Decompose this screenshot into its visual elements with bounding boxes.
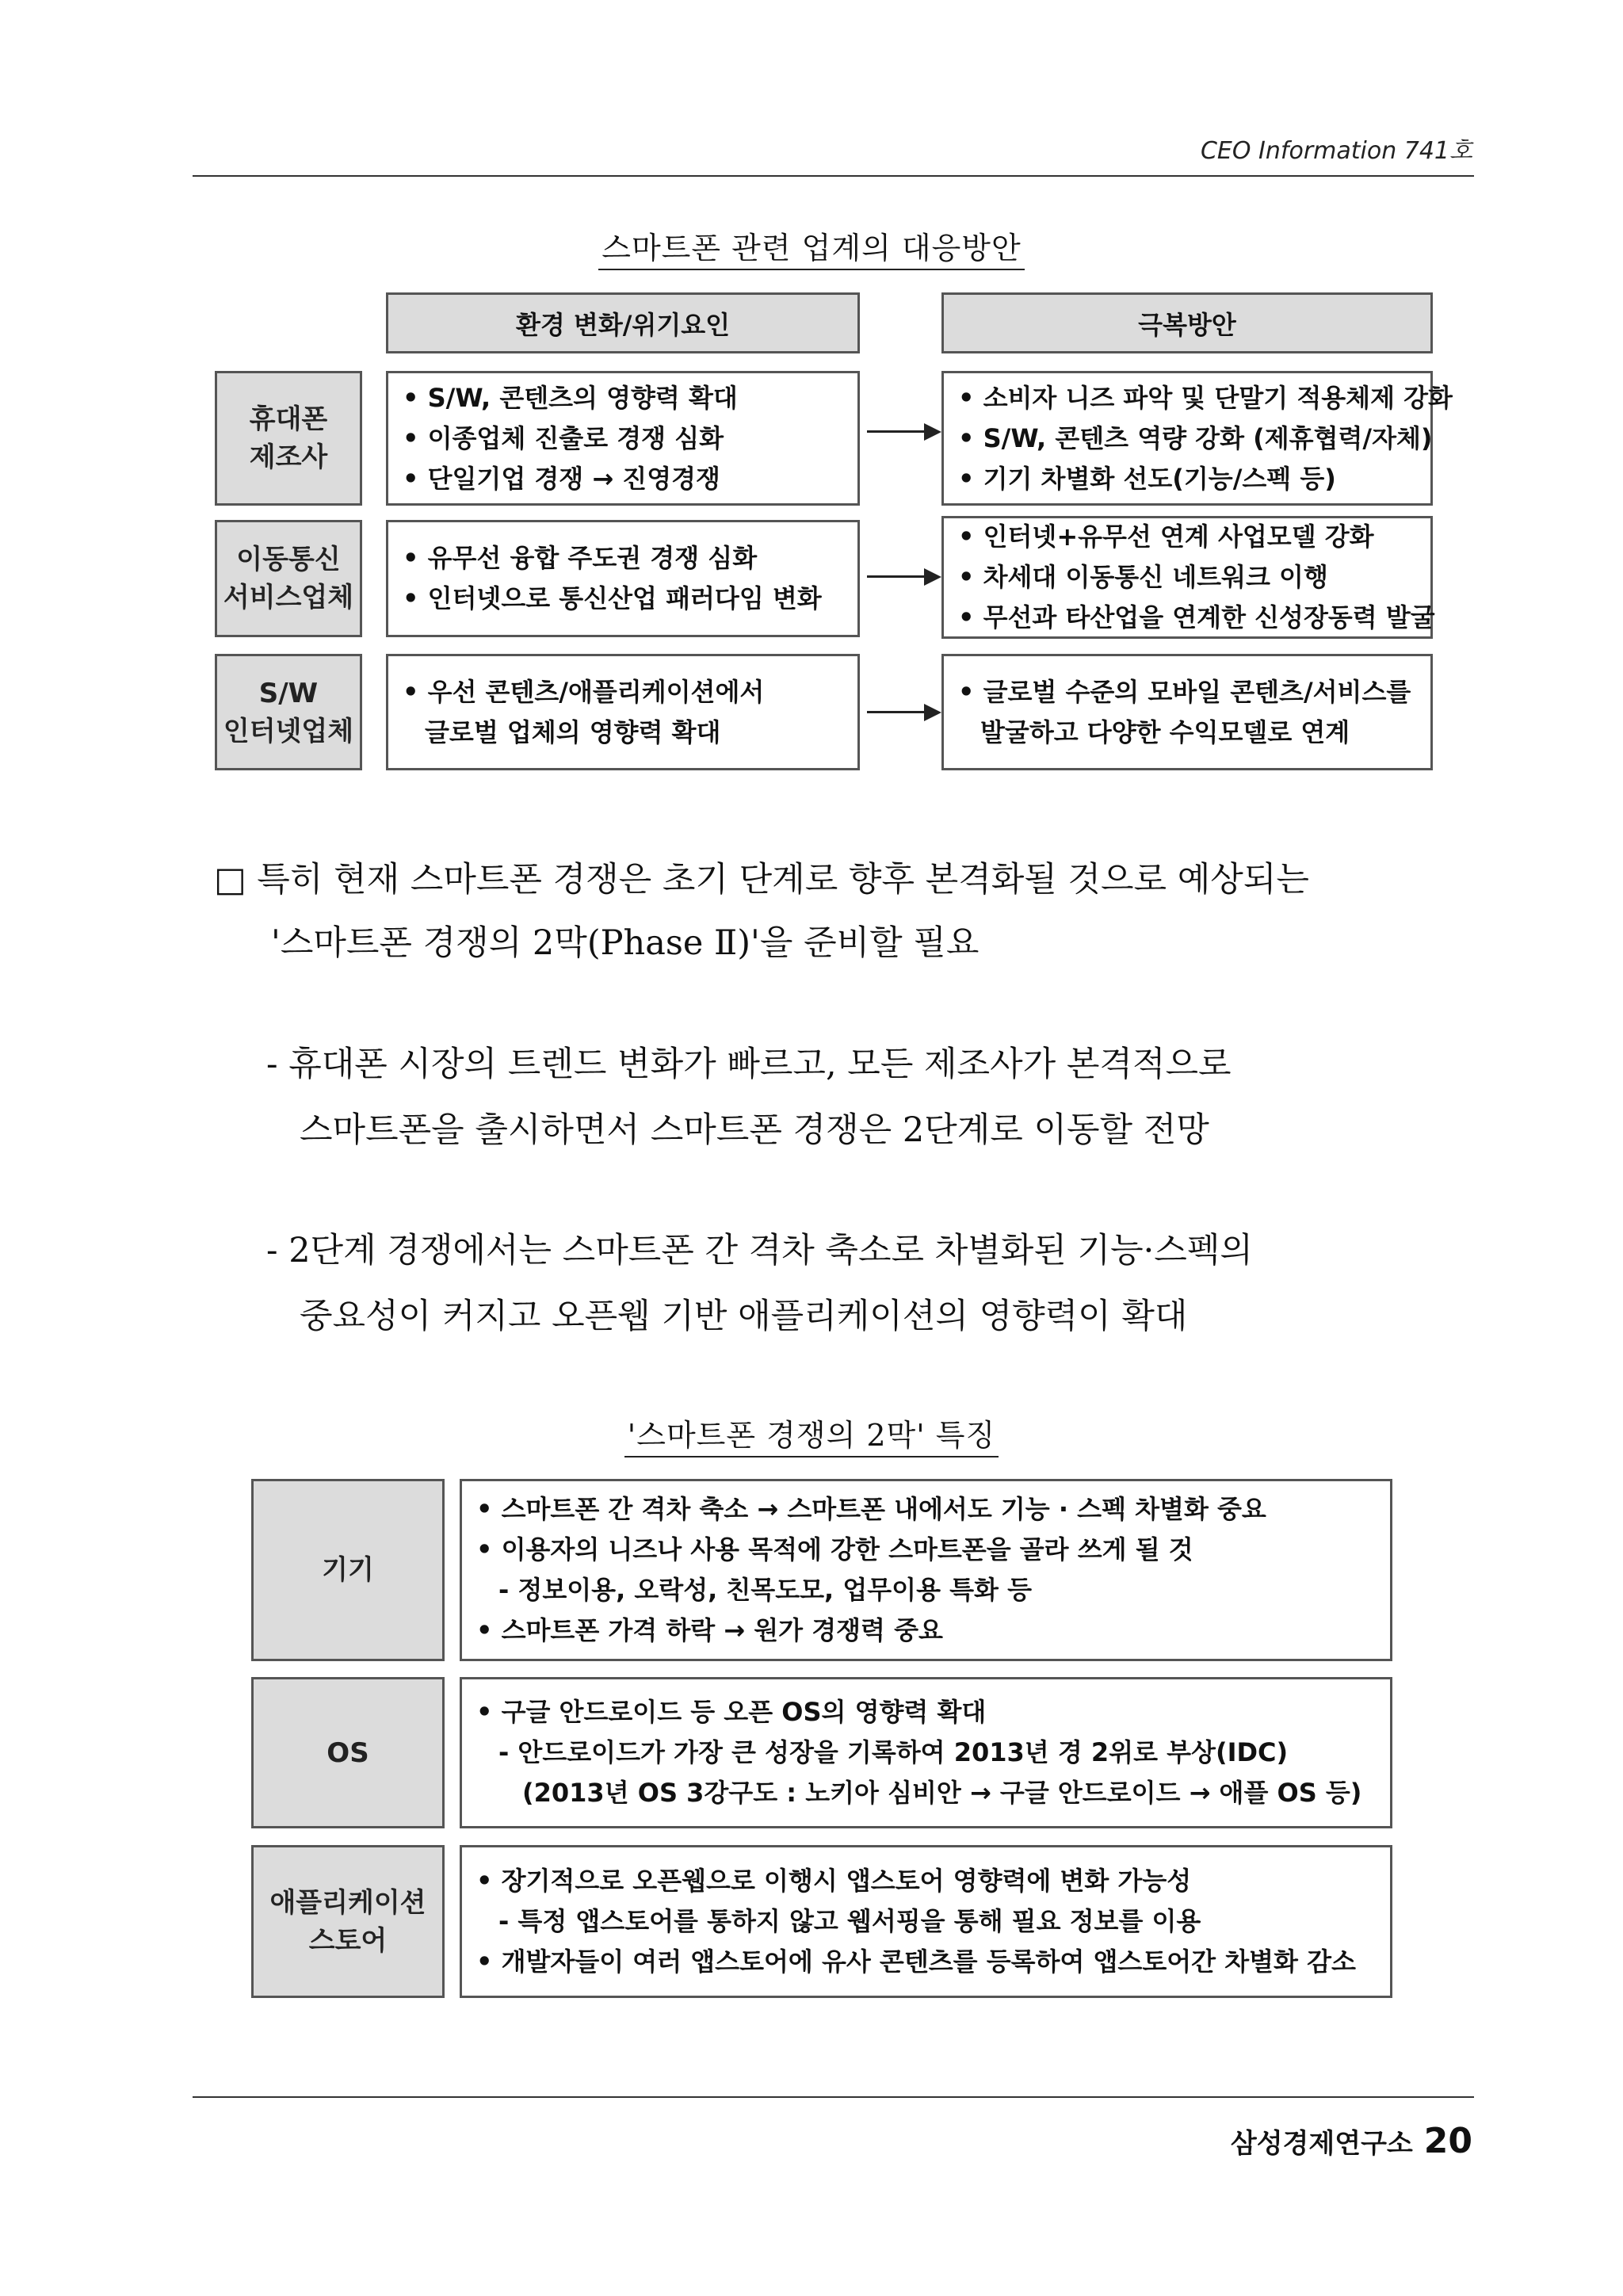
list-item: • 기기 차별화 선도(기능/스펙 등) — [958, 463, 1336, 494]
row-label-os: OS — [251, 1677, 445, 1828]
list-item: • 이용자의 니즈나 사용 목적에 강한 스마트폰을 골라 쓰게 될 것 — [476, 1534, 1193, 1564]
list-item: - 안드로이드가 가장 큰 성장을 기록하여 2013년 경 2위로 부상(IDC) — [498, 1737, 1289, 1767]
arrow-line — [867, 575, 927, 578]
list-item: • 스마트폰 간 격차 축소 → 스마트폰 내에서도 기능 · 스펙 차별화 중요 — [476, 1494, 1266, 1524]
footer-rule — [193, 2096, 1474, 2098]
list-item: (2013년 OS 3강구도 : 노키아 심비안 → 구글 안드로이드 → 애플 OS 등) — [522, 1778, 1362, 1808]
list-item: • 무선과 타산업을 연계한 신성장동력 발굴 — [958, 602, 1435, 632]
row-label-phone-maker: 휴대폰 제조사 — [215, 371, 362, 506]
column-header-environment: 환경 변화/위기요인 — [386, 292, 860, 353]
sol-box-mobile-carrier — [941, 516, 1433, 639]
arrow-line — [867, 711, 927, 713]
list-item: • 이종업체 진출로 경쟁 심화 — [403, 422, 724, 453]
sol-box-phone-maker — [941, 371, 1453, 506]
arrow-line — [867, 430, 927, 433]
paragraph-line: '스마트폰 경쟁의 2막(Phase Ⅱ)'을 준비할 필요 — [271, 923, 980, 963]
arrow-right-icon — [924, 704, 941, 721]
figure2-caption: '스마트폰 경쟁의 2막' 특징 — [0, 1411, 1623, 1454]
env-box-phone-maker — [386, 371, 860, 506]
list-item: • 차세대 이동통신 네트워크 이행 — [958, 562, 1328, 592]
app-store-features-box — [460, 1845, 1392, 1998]
list-item: • 단일기업 경쟁 → 진영경쟁 — [403, 463, 720, 494]
organization-name: 삼성경제연구소 — [1230, 2128, 1413, 2160]
footer — [1231, 2121, 1472, 2161]
bullet-line: 중요성이 커지고 오픈웹 기반 애플리케이션의 영향력이 확대 — [300, 1297, 1188, 1336]
list-item: • 인터넷으로 통신산업 패러다임 변화 — [403, 583, 822, 613]
list-item: • S/W, 콘텐츠 역량 강화 (제휴협력/자체) — [958, 422, 1433, 453]
figure1-caption: 스마트폰 관련 업계의 대응방안 — [0, 223, 1623, 267]
list-item: • 인터넷+유무선 연계 사업모델 강화 — [958, 521, 1374, 552]
sol-box-sw-internet — [941, 654, 1433, 770]
row-label-mobile-carrier: 이동통신 서비스업체 — [215, 520, 362, 637]
env-box-mobile-carrier — [386, 520, 860, 637]
publication-header: CEO Information 741호 — [1200, 137, 1472, 165]
list-item: • S/W, 콘텐츠의 영향력 확대 — [403, 382, 738, 413]
row-label-sw-internet: S/W 인터넷업체 — [215, 654, 362, 770]
list-item: • 글로벌 수준의 모바일 콘텐츠/서비스를 — [958, 676, 1411, 707]
arrow-right-icon — [924, 423, 941, 441]
paragraph-line: □ 특히 현재 스마트폰 경쟁은 초기 단계로 향후 본격화될 것으로 예상되는 — [214, 860, 1309, 900]
list-item: • 장기적으로 오픈웹으로 이행시 앱스토어 영향력에 변화 가능성 — [476, 1866, 1192, 1896]
row-label-device: 기기 — [251, 1479, 445, 1661]
bullet-line: - 2단계 경쟁에서는 스마트폰 간 격차 축소로 차별화된 기능·스펙의 — [266, 1231, 1253, 1270]
os-features-box — [460, 1677, 1392, 1828]
list-item: • 스마트폰 가격 하락 → 원가 경쟁력 중요 — [476, 1615, 943, 1645]
list-item: • 우선 콘텐츠/애플리케이션에서 — [403, 676, 765, 707]
list-item: • 유무선 융합 주도권 경쟁 심화 — [403, 543, 758, 573]
arrow-right-icon — [924, 568, 941, 586]
column-header-solution: 극복방안 — [941, 292, 1433, 353]
env-box-sw-internet — [386, 654, 860, 770]
list-item: • 소비자 니즈 파악 및 단말기 적용체제 강화 — [958, 382, 1453, 413]
list-item: 글로벌 업체의 영향력 확대 — [425, 716, 721, 747]
list-item: 발굴하고 다양한 수익모델로 연계 — [980, 716, 1350, 747]
device-features-box — [460, 1479, 1392, 1661]
bullet-line: - 휴대폰 시장의 트렌드 변화가 빠르고, 모든 제조사가 본격적으로 — [266, 1045, 1232, 1084]
list-item: - 정보이용, 오락성, 친목도모, 업무이용 특화 등 — [498, 1575, 1033, 1605]
list-item: • 구글 안드로이드 등 오픈 OS의 영향력 확대 — [476, 1697, 987, 1727]
row-label-app-store: 애플리케이션 스토어 — [251, 1845, 445, 1998]
page-number: 20 — [1423, 2121, 1472, 2161]
bullet-line: 스마트폰을 출시하면서 스마트폰 경쟁은 2단계로 이동할 전망 — [300, 1110, 1209, 1150]
list-item: • 개발자들이 여러 앱스토어에 유사 콘텐츠를 등록하여 앱스토어간 차별화 감소 — [476, 1946, 1356, 1977]
header-rule — [193, 175, 1474, 177]
list-item: - 특정 앱스토어를 통하지 않고 웹서핑을 통해 필요 정보를 이용 — [498, 1906, 1201, 1936]
